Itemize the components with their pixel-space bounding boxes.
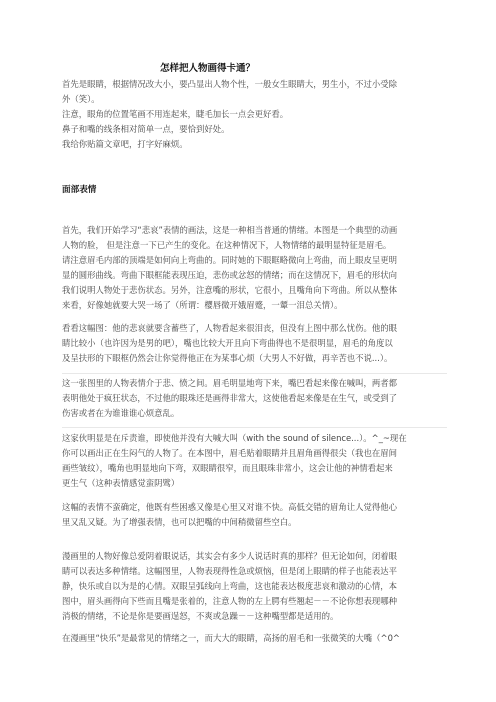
text-line: 消极的情绪，不论是你是要画逞怒，不爽或急躁－－这种嘴型都是适用的。 xyxy=(62,611,339,621)
text-line: 注意，眼角的位置笔画不用连起来，睫毛加长一点会更好看。 xyxy=(62,109,289,119)
text-line: 在漫画里“快乐”是最常见的情绪之一，而大大的眼睛，高扬的眉毛和一张微笑的大嘴（^0^ xyxy=(62,633,400,643)
text-line: 睛可以表达多种情绪。这幅图里，人物表现得性急或烦恼，但是闭上眼睛的样子也能表达平 xyxy=(62,566,397,576)
text-line: 你可以画出正在生闷气的人物了。在本图中，眉毛贴着眼睛并且眉角画得很尖（我也在眉间 xyxy=(62,448,397,458)
intro-paragraph xyxy=(62,77,447,152)
text-line: 来看，好像她就要大哭一场了（所谓：樱唇微开娥眉蹙，一颦一泪总关情）。 xyxy=(62,300,343,310)
text-line: 表明他处于疯狂状态，不过他的眼珠还是画得非常大，这使他看起来像是在生气，或受到了 xyxy=(62,393,397,403)
text-line: 这一张图里的人物表情介于悲、愤之间。眉毛明显地弯下来，嘴巴看起来像在喊叫，两者都 xyxy=(62,378,397,388)
text-line: 这家伙明显是在斥责谁，即使他并没有大喊大叫（with the sound of silence...）。^_~现在 xyxy=(62,433,407,443)
paragraph-subtle-sadness xyxy=(62,321,447,366)
text-line: 首先是眼睛，根据情况改大小，要凸显出人物个性，一般女生眼睛大，男生小，不过小受除 xyxy=(62,79,397,89)
divider xyxy=(62,373,447,374)
text-line: 伤害或者在为谁谁谁心烦意乱。 xyxy=(62,408,180,418)
text-line: 更生气（这种表情感觉蛮阴骘） xyxy=(62,478,180,488)
text-line: 睛比较小（也许因为是男的吧），嘴也比较大开且向下弯曲得也不是很明显，眉毛的角度以 xyxy=(62,338,393,348)
text-line: 里又乱又疑。为了增强表情，也可以把嘴的中间稍微留些空白。 xyxy=(62,517,297,527)
text-line: 我们说明人物处于悲伤状态。另外，注意嘴的形状，它很小，且嘴角向下弯曲。所以从整体 xyxy=(62,285,397,295)
paragraph-confused xyxy=(62,500,447,530)
text-line: 图中，眉头画得向下些而且嘴是张着的，注意人物的左上腭有些翘起－－不论你想表现哪种 xyxy=(62,596,397,606)
paragraph-scolding xyxy=(62,431,447,491)
text-line: 首先，我们开始学习“悲哀”表情的画法，这是一种相当普通的情绪。本图是一个典型的动画 xyxy=(62,225,398,235)
text-line: 漫画里的人物好像总爱阴着眼说话，其实会有多少人说话时真的那样？但无论如何，闭着眼 xyxy=(62,551,397,561)
text-line: 静，快乐或自以为是的心情。双眼呈弧线向上弯曲，这也能表达极度悲哀和激动的心情，本 xyxy=(62,581,397,591)
text-line: 鼻子和嘴的线条相对简单一点，要恰到好处。 xyxy=(62,124,230,134)
divider xyxy=(62,427,447,428)
document-title: 怎样把人物画得卡通？ xyxy=(160,63,256,74)
text-line: 我给你贴篇文章吧，打字好麻烦。 xyxy=(62,139,188,149)
text-line: 显的圆形曲线。弯曲下眼框能表现压迫，悲伤或忿怒的情绪；而在这情况下，眉毛的形状向 xyxy=(62,270,397,280)
text-line: 人物的脸， 但是注意一下已产生的变化。在这种情况下，人物情绪的最明显特征是眉毛。 xyxy=(62,240,392,250)
text-line: 这幅的表情不蛮确定，他既有些困惑又像是心里又对谁不快。高低交错的眉角让人觉得他心 xyxy=(62,502,397,512)
text-line: 画些皱纹），嘴角也明显地向下弯，双眼睛很窄，而且眼珠非常小，这会让他的神情看起来 xyxy=(62,463,393,473)
paragraph-sad-expression xyxy=(62,223,447,313)
paragraph-closed-eyes xyxy=(62,549,447,624)
text-line: 及呈扶形的下眼框仍然会让你觉得他正在为某事心烦（大男人不好做，再辛苦也不说...）。 xyxy=(62,353,393,363)
text-line: 外（笑）。 xyxy=(62,94,100,104)
text-line: 看看这幅图：他的悲哀就要含蓄些了，人物看起来很泪丧，但没有上图中那么忧伤。他的眼 xyxy=(62,323,397,333)
paragraph-happy xyxy=(62,631,447,646)
section-heading: 面部表情 xyxy=(62,185,97,195)
text-line: 请注意眉毛内部的顶端是如何向上弯曲的。同时她的下眼眶略微向上弯曲，而上眼皮呈更明 xyxy=(62,255,397,265)
paragraph-sad-angry xyxy=(62,376,447,421)
